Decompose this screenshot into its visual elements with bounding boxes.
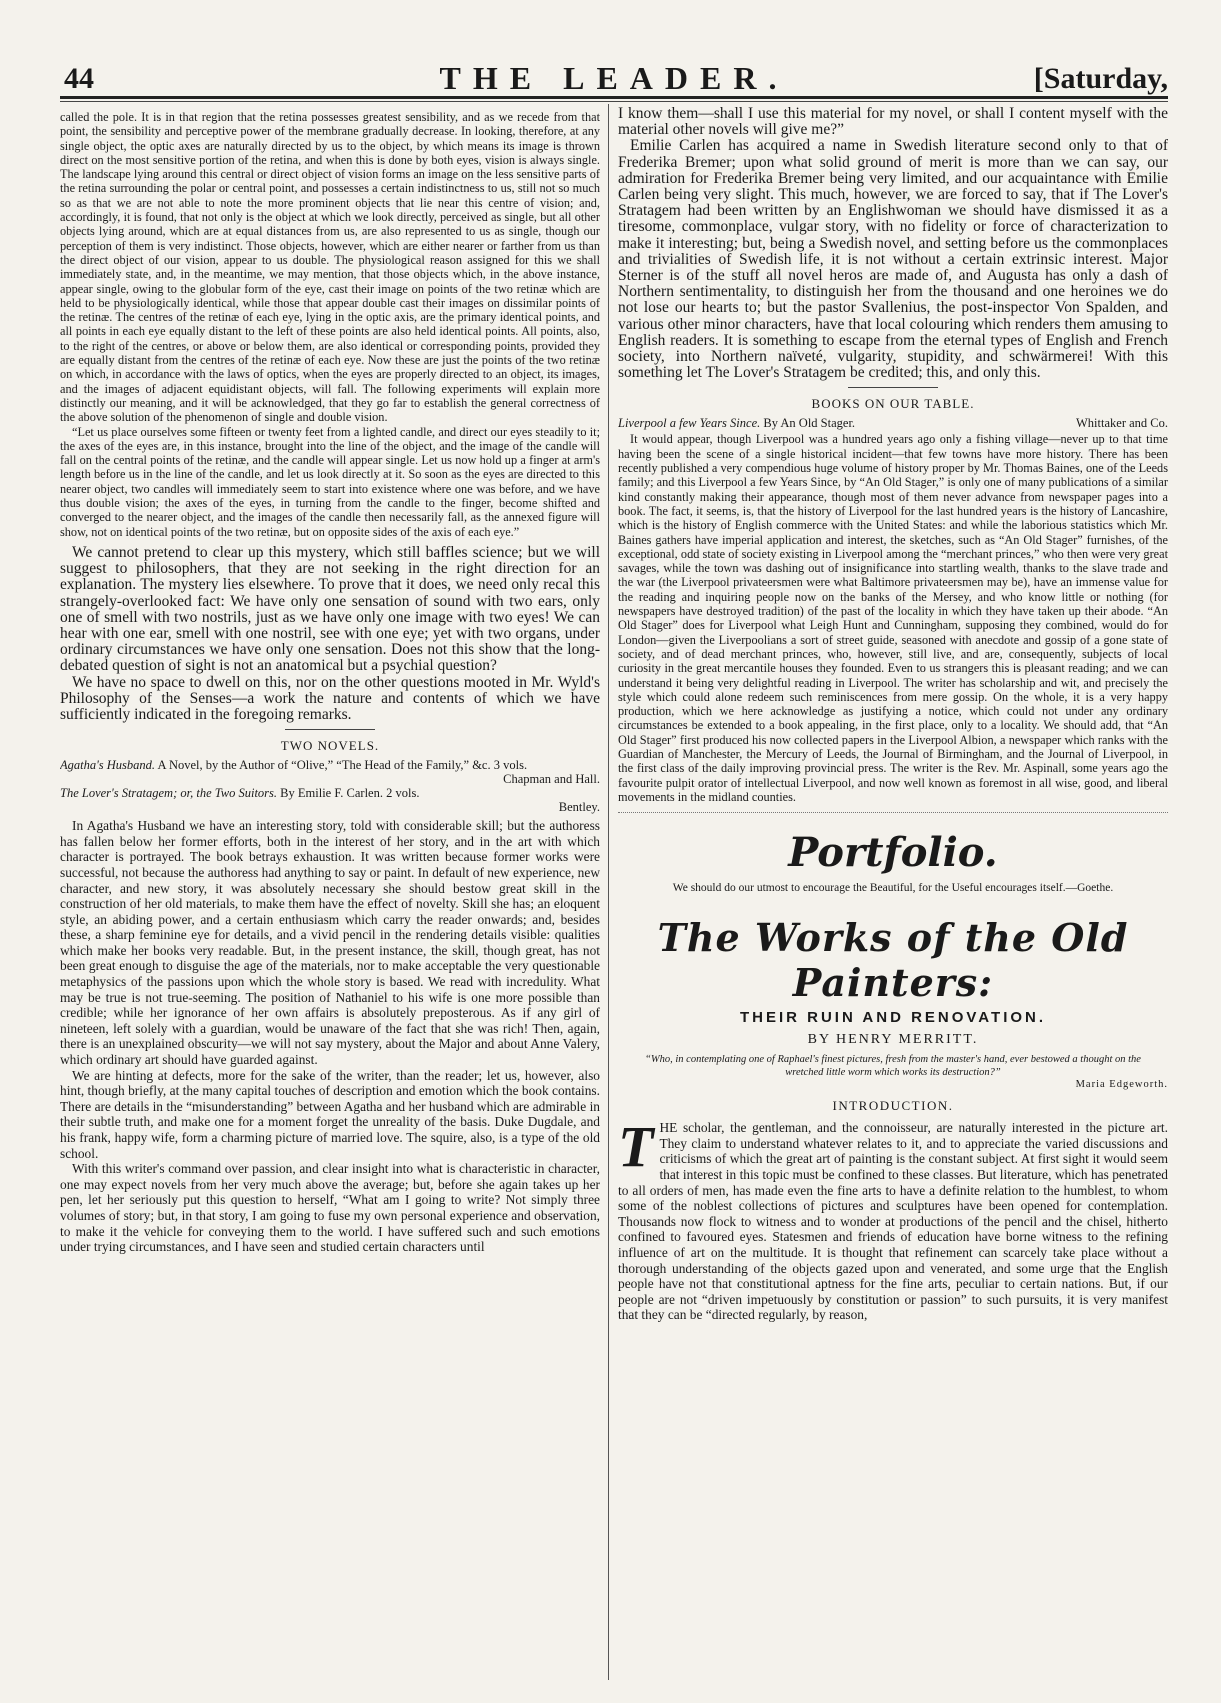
byline: BY HENRY MERRITT. [807, 1032, 979, 1048]
review-paragraph: Emilie Carlen has acquired a name in Swedish literature second only to that of Frederika Bremer; upon what solid ground of merit is more than we can say, our admiration for Frederika Bremer being very limited, and our acquaintance with Emilie Carlen being very slight. This much, however, we are forced to say, that if The Lover's Stratagem had been written by an Englishwoman we should have dismissed it as a tiresome, commonplace, vulgar story, with no fidelity or force of characterization to make it interesting; but, being a Swedish novel, and setting before us the commonplaces and trivialities of Swedish life, it is not without a certain extrinsic interest. Major Sterner is of the stuff all novel heros are made of, and Augusta has only a dash of Northern sentimentality, to distinguish her from the thousand and one heroines we do not lose our hearts to; but the pastor Svallenius, the post-inspector Von Spalden, and various other minor characters, have that local colouring which renders them amusing to English readers. It is something to escape from the eternal types of English and French society, into Northern naïveté, vulgarity, stupidity, and schwärmerei! With this something let The Lover's Stratagem be credited; this, and only this. [618, 137, 1168, 382]
review-paragraph: We are hinting at defects, more for the sake of the writer, than the reader; let us, however, also hint, though briefly, at the many capital touches of description and emotion which the book contains. There are details in the “misunderstanding” between Agatha and her husband which are admirable in their subtle truth, and make one for a moment forget the unreality of the basis. Duke Dugdale, and his frank, happy wife, form a charming picture of married love. The squire, also, is a type of the old school. [60, 1067, 600, 1161]
book-entry [60, 758, 600, 772]
motto: We should do our utmost to encourage the Beautiful, for the Useful encourages itself.—Goethe. [672, 882, 1114, 895]
review-paragraph: In Agatha's Husband we have an interesting story, told with considerable skill; but the authoress has fallen below her former efforts, both in the interest of her story, and in the art with which character is portrayed. The book betrays exhaustion. It was written because former works were successful, not because the authoress had anything to say or paint. In default of new experience, new character, and new story, it was absolutely necessary she should bestow great skill in the construction of her old materials, to make them have the effect of novelty. Skill she has; an eloquent style, an abiding power, and a certain enthusiasm which carry the reader onwards; and, besides these, a sharp feminine eye for details, and a vivid pencil in the rendering details visible: qualities which make her books very readable. But, in the present instance, the skill, though great, has not been great enough to disguise the age of the materials, nor to make acceptable the very questionable metaphysics of the passions upon which the whole story is based. We read with incredulity. What may be true is not true-seeming. The position of Nathaniel to his wife is one more possible than credible; while her ignorance of her own affairs is absolutely preposterous. As if any girl of nineteen, left solely with a guardian, would be unaware of the fact that she was rich! Then, again, there is an unexplained obscurity—we will not say mystery, about the Major and about Anne Valery, which ordinary art should have guarded against. [60, 818, 600, 1068]
issue-day: [Saturday, [1033, 62, 1168, 95]
book-entry [60, 786, 600, 800]
book-title: Agatha's Husband. [60, 758, 156, 773]
book-publisher: Whittaker and Co. [1076, 416, 1168, 431]
divider [285, 729, 375, 730]
section-heading-introduction: INTRODUCTION. [832, 1098, 954, 1114]
divider [618, 812, 1168, 813]
right-column [618, 96, 1168, 1680]
section-heading-two-novels: TWO NOVELS. [280, 738, 380, 754]
paragraph-text: HE scholar, the gentleman, and the connoisseur, are naturally interested in the picture art. They claim to understand whatever relates to it, and to appreciate the varied discussions and criticisms of which the great art of painting is the constant subject. At first sight it would seem that interest in this topic must be confined to these classes. But literature, which has penetrated to all orders of men, has made even the fine arts to have a definite relation to the humblest, to whom some of the noblest collections of pictures and sculptures have been opened for contemplation. Thousands now flock to witness and to wonder at productions of the pencil and the chisel, hitherto confined to favoured eyes. Statesmen and friends of education have borne witness to the refining influence of art on the multitude. It is thought that refinement can scarcely take place without a thorough understanding of the objects gazed upon and venerated, and some urge that the English people have not that constitutional aptness for the fine arts, peculiar to certain nations. But, if our people are not “driven impetuously by constitution or passion” to such pursuits, it is very manifest that they can be “directed regularly, by reason, [618, 1120, 1168, 1323]
book-title: The Lover's Stratagem; or, the Two Suitors. [60, 786, 278, 801]
epigraph: “Who, in contemplating one of Raphael's finest pictures, fresh from the master's hand, ever bestowed a thought on the wretched little worm which works its destruction?” [645, 1054, 1141, 1078]
book-entry [618, 416, 1168, 430]
book-description: By An Old Stager. [763, 416, 856, 431]
book-description: By Emilie F. Carlen. 2 vols. [280, 786, 420, 801]
epigraph-attribution: Maria Edgeworth. [1075, 1079, 1168, 1091]
book-description: A Novel, by the Author of “Olive,” “The Head of the Family,” &c. 3 vols. [157, 758, 528, 773]
article-paragraph [618, 1114, 1168, 1323]
article-subtitle: THEIR RUIN AND RENOVATION. [739, 1009, 1047, 1027]
left-column [60, 110, 600, 1680]
article-paragraph: We cannot pretend to clear up this mystery, which still baffles science; but we will suggest to philosophers, that they are not seeking in the right direction for an explanation. The mystery lies elsewhere. To prove that it does, we need only recal this strangely-overlooked fact: We have only one sensation of sound with two ears, only one of smell with two nostrils, just as we have only one image with two eyes! We can hear with one ear, smell with one nostril, see with one eye; yet with two organs, under ordinary circumstances we have only one sensation. Does not this show that the long-debated question of sight is not an anatomical but a psychial question? [60, 543, 600, 675]
review-paragraph: I know them—shall I use this material for my novel, or shall I content myself with the material other novels will give me?” [618, 105, 1168, 139]
review-paragraph: With this writer's command over passion, and clear insight into what is characteristic in character, one may expect novels from her very much above the average; but, before she again takes up her pen, let her seriously put this question to herself, “What am I going to write? Not simply three volumes of story; but, in that story, I am going to fuse my own personal experience and observation, to make it the vehicle for conveying them to the world. I have suffered such and such emotions under trying circumstances, and I have seen and studied certain characters until [60, 1161, 600, 1255]
newspaper-title: THE LEADER. [439, 60, 789, 96]
book-title: Liverpool a few Years Since. [618, 416, 761, 431]
book-publisher: Chapman and Hall. [503, 772, 600, 787]
section-heading-books: BOOKS ON OUR TABLE. [811, 396, 975, 412]
page-number: 44 [64, 62, 94, 95]
review-paragraph: It would appear, though Liverpool was a hundred years ago only a fishing village—never up to that time having been the scene of a single historical incident—that few towns have more history. There has been recently published a very compendious huge volume of history proper by Mr. Thomas Baines, one of the Leeds family; and this Liverpool a few Years Since, by “An Old Stager,” is only one of many publications of a similar kind constantly making their appearance, though most of them never advance from newspaper pages into a book. The fact, it seems, is, that the history of Liverpool for the last hundred years is the history of Lancashire, which is the history of English commerce with the United States: and while the laborious statistics which Mr. Baines gathers have imperial application and interest, the sketches, such as “An Old Stager” furnishes, of the exceptional, odd state of society existing in Liverpool among the “merchant princes,” who then were very great savages, while the town was dashing out of insignificance into startling wealth, thanks to the slave trade and the war (the Liverpool privateersmen were what Baltimore privateersmen may be), have an immense value for the reading and inquiring people now on the banks of the Mersey, and who know little or nothing (for newspapers have destroyed tradition) of the past of the locality in which they have taken up their abode. “An Old Stager” does for Liverpool what Leigh Hunt and Cunningham, supposing they combined, would do for London—given the Liverpoolians a sort of street guide, seasoned with anecdote and gossip of a gone state of society, and of dead merchant princes, who, however, still live, and are, consequently, subjects of local curiosity in the great mercantile houses they founded. Even to us strangers this is pleasant reading; and we can understand it being very delightful reading in Liverpool. The writer has scholarship and wit, and precisely the style which could alone redeem such reminiscences from mere gossip. On the whole, it is a very happy production, which we here acknowledge as justifying a notice, which could not under any ordinary circumstances be extended to a book appealing, in the first place, only to a locality. We should add, that “An Old Stager” first produced his now collected papers in the Liverpool Albion, a newspaper which ranks with the Guardian of Manchester, the Mercury of Leeds, the Journal of Birmingham, and the Journal of Liverpool, in the first class of the daily improving provincial press. The writer is the Rev. Mr. Aspinall, some years ago the favourite pulpit orator of intellectual Liverpool, and now well known as foremost in all wise, good, and liberal movements in the midland counties. [618, 432, 1168, 804]
section-heading-portfolio: Portfolio. [788, 829, 998, 877]
drop-cap: T [618, 1114, 654, 1180]
book-publisher: Bentley. [558, 800, 600, 815]
article-title: The Works of the Old Painters: [657, 915, 1129, 1006]
quoted-paragraph: “Let us place ourselves some fifteen or twenty feet from a lighted candle, and direct our eyes steadily to it; the axes of the eyes are, in this instance, brought into the line of the object, and the image of the candle will fall on the central points of the retinæ, and the candle will appear single. Let us now hold up a finger at arm's length before us in the line of the candle, and let us look directly at it. So soon as the eyes are directed to this nearer object, two candles will immediately seem to start into existence where one was before, and we have thus double vision; the axes of the eyes, in turning from the candle to the finger, become shifted and converged to the nearer object, and the images of the candle then necessarily fall, as the annexed figure will show, not on identical points of the two retinæ, but on opposite sides of the axis of each eye.” [60, 424, 600, 539]
column-divider [608, 104, 609, 1680]
article-paragraph: We have no space to dwell on this, nor on the other questions mooted in Mr. Wyld's Philosophy of the Senses—a work the nature and contents of which we have sufficiently indicated in the foregoing remarks. [60, 673, 600, 723]
article-paragraph: called the pole. It is in that region that the retina possesses greatest sensibility, and as we recede from that point, the sensibility and perceptive power of the membrane gradually decrease. In looking, therefore, at any single object, the optic axes are naturally directed by us to the object, by which means its image is thrown direct on the most sensitive portion of the retina, and when this is done by both eyes, vision is always single. The landscape lying around this central or direct object of vision forms an image on the less sensitive parts of the retina surrounding the polar or central point, and possesses a certain indistinctness to us, still not so much so as that we are not able to note the more prominent objects that lie near this centre of vision; and, accordingly, it is found, that not only is the object at which we look directly, perceived as single, but all other objects lying around, which are at equal distances from us, are also represented to us as single, though our perception of them is very indistinct. Those objects, however, which are either nearer or farther from us than the direct object of our vision, appear to us double. The physiological reason assigned for this we shall immediately state, and, in the meantime, we may mention, that those objects which, in the above instance, appear single, owing to the globular form of the eye, cast their image on points of the two retinæ which are held to be physiologically identical, while those that appear double cast their images on dissimilar points of the retinæ. The centres of the retinæ of each eye, lying in the optic axis, are the primary identical points, and all points in each eye equally distant to the left of these points are also held identical points. All points, also, to the right of the centres, or above or below them, are also identical or corresponding points, provided they are equally distant from the centres of the retinæ of each eye. Now these are just the points of the two retinæ on which, in accordance with the laws of optics, when the eyes are properly directed to an object, its images, and the images of adjacent equidistant objects, will fall. The following experiments will explain more distinctly our meaning, and it will be acknowledged, that they go far to establish the general correctness of the above solution of the phenomenon of single and double vision. [60, 110, 600, 425]
divider [848, 387, 938, 388]
